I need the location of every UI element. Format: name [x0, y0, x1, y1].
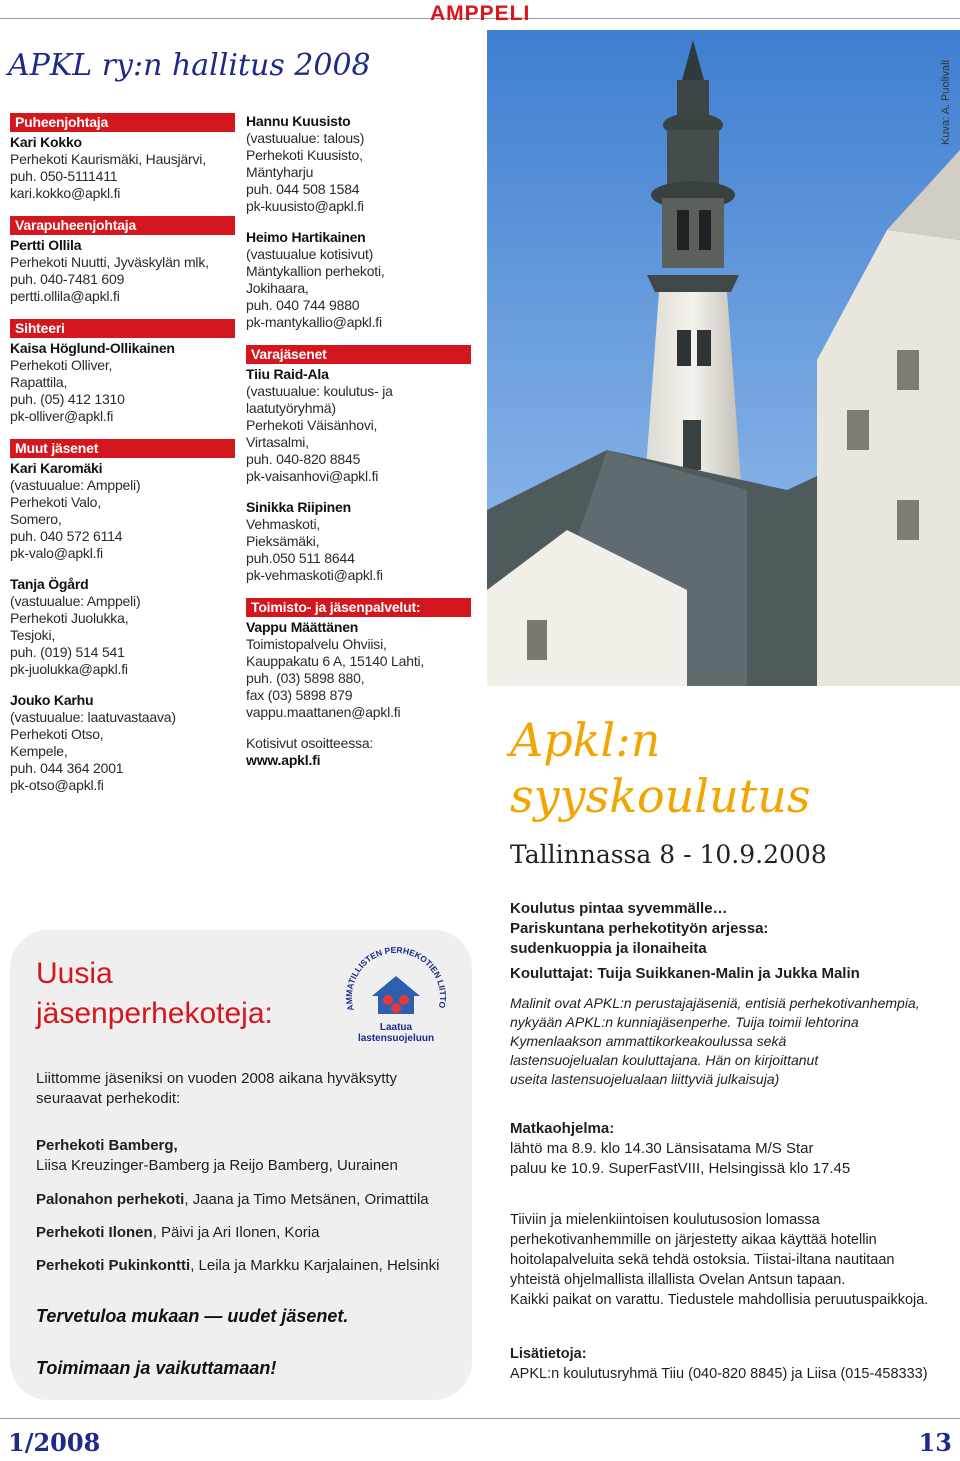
contact-line: Toimistopalvelu Ohviisi,: [246, 636, 387, 652]
member-3-name: Perhekoti Ilonen: [36, 1224, 153, 1241]
member-1: [36, 1136, 466, 1176]
course-title-line-2: syyskoulutus: [510, 769, 811, 823]
contact-line: Perhekoti Olliver,: [10, 357, 113, 373]
member-name: Pertti Ollila: [10, 237, 82, 253]
more-info-text: APKL:n koulutusryhmä Tiiu (040-820 8845) ja Liisa (015-458333): [510, 1366, 928, 1382]
contact-line: pk-vehmaskoti@apkl.fi: [246, 567, 383, 583]
contact-line: (vastuualue: laatuvastaava): [10, 709, 176, 725]
heading-line-1: Uusia: [36, 957, 113, 990]
member-3-detail: , Päivi ja Ari Ilonen, Koria: [152, 1224, 320, 1241]
section-heading: Varapuheenjohtaja: [10, 216, 235, 235]
heading-line-2: jäsenperhekoteja:: [36, 997, 273, 1030]
contact-line: pk-mantykallio@apkl.fi: [246, 314, 382, 330]
member-4-name: Perhekoti Pukinkontti: [36, 1257, 191, 1274]
contact-line: puh. (05) 412 1310: [10, 391, 125, 407]
association-logo: [336, 940, 456, 1050]
member-4-detail: , Leila ja Markku Karjalainen, Helsinki: [190, 1257, 440, 1274]
trainer-bio: [510, 994, 950, 1089]
member-name: Heimo Hartikainen: [246, 229, 366, 245]
bio-line-3: Kymenlaakson ammattikorkeakoulussa sekä: [510, 1033, 787, 1049]
member-2-detail: , Jaana ja Timo Metsänen, Orimattila: [184, 1191, 429, 1208]
course-title-line-1: Apkl:n: [510, 713, 661, 767]
contact-line: puh. 040-7481 609: [10, 271, 125, 287]
spacer: [246, 215, 471, 229]
member-name: Kaisa Höglund-Ollikainen: [10, 340, 175, 356]
contact-line: puh. 044 364 2001: [10, 760, 124, 776]
contact-line: Kauppakatu 6 A, 15140 Lahti,: [246, 653, 425, 669]
course-trainers: Kouluttajat: Tuija Suikkanen-Malin ja Jukka Malin: [510, 965, 860, 982]
bio-line-1: Malinit ovat APKL:n perustajajäseniä, entisiä perhekotivanhempia,: [510, 995, 920, 1011]
member-4: [36, 1256, 466, 1276]
contact-line: vappu.maattanen@apkl.fi: [246, 704, 401, 720]
slogan-text: Toimimaan ja vaikuttamaan!: [36, 1358, 277, 1378]
contact-line: puh. (019) 514 541: [10, 644, 125, 660]
member-name: Kari Karomäki: [10, 460, 103, 476]
photo-credit: Kuva: A. Puolivali: [940, 60, 952, 145]
member-name: Vappu Määttänen: [246, 619, 359, 635]
bio-line-4: lastensuojelualan kouluttajana. Hän on kirjoittanut: [510, 1052, 819, 1068]
logo-tagline-1: Laatua: [379, 1022, 413, 1033]
contact-line: (vastuualue: talous): [246, 130, 365, 146]
contact-line: Perhekoti Juolukka,: [10, 610, 129, 626]
member-name: Jouko Karhu: [10, 692, 94, 708]
section-heading: Toimisto- ja jäsenpalvelut:: [246, 598, 471, 617]
contact-line: Tesjoki,: [10, 627, 56, 643]
brand-logo: AMPPELI: [430, 2, 531, 25]
contact-line: Pieksämäki,: [246, 533, 320, 549]
contact-line: Rapattila,: [10, 374, 68, 390]
contact-line: pk-otso@apkl.fi: [10, 777, 104, 793]
new-members-intro: [36, 1069, 456, 1109]
board-list-left: [10, 113, 235, 794]
member-name: Sinikka Riipinen: [246, 499, 351, 515]
contact-line: pk-valo@apkl.fi: [10, 545, 103, 561]
desc-line-2: perhekotivanhemmille on järjestetty aikaa käyttää hotellin: [510, 1232, 877, 1248]
page-title: APKL ry:n hallitus 2008: [8, 48, 371, 83]
member-1-name: Perhekoti Bamberg,: [36, 1137, 178, 1154]
contact-line: Jokihaara,: [246, 280, 309, 296]
spacer: [10, 562, 235, 576]
desc-line-3: hoitolapalveluita sekä tehdä ostoksia. Tiistai-iltana nautitaan: [510, 1252, 895, 1268]
footer-rule: [0, 1418, 960, 1419]
course-topic-3: sudenkuoppia ja ilonaiheita: [510, 940, 707, 957]
member-2-name: Palonahon perhekoti: [36, 1191, 185, 1208]
contact-line: Perhekoti Kaurismäki, Hausjärvi,: [10, 151, 206, 167]
member-name: Tiiu Raid-Ala: [246, 366, 329, 382]
contact-line: Vehmaskoti,: [246, 516, 321, 532]
contact-line: (vastuualue: koulutus- ja: [246, 383, 393, 399]
spacer: [246, 331, 471, 345]
board-list-middle: [246, 113, 471, 769]
contact-line: Kempele,: [10, 743, 68, 759]
contact-line: Perhekoti Otso,: [10, 726, 104, 742]
intro-line-2: seuraavat perhekodit:: [36, 1090, 181, 1107]
contact-line: (vastuualue kotisivut): [246, 246, 374, 262]
welcome-text: Tervetuloa mukaan — uudet jäsenet.: [36, 1306, 349, 1326]
contact-line: puh. 040 572 6114: [10, 528, 123, 544]
section-heading: Varajäsenet: [246, 345, 471, 364]
logo-tagline-2: lastensuojeluun: [357, 1033, 435, 1044]
spacer: [246, 485, 471, 499]
page-number: 13: [918, 1428, 952, 1457]
contact-line: (vastuualue: Amppeli): [10, 477, 141, 493]
contact-line: Perhekoti Kuusisto,: [246, 147, 363, 163]
contact-line: Perhekoti Nuutti, Jyväskylän mlk,: [10, 254, 209, 270]
contact-line: Perhekoti Väisänhovi,: [246, 417, 378, 433]
course-topic-1: Koulutus pintaa syvemmälle…: [510, 900, 728, 917]
member-name: Hannu Kuusisto: [246, 113, 351, 129]
spacer: [246, 721, 471, 735]
course-description: [510, 1210, 955, 1310]
spacer: [10, 202, 235, 216]
section-heading: Puheenjohtaja: [10, 113, 235, 132]
more-info: [510, 1344, 955, 1384]
contact-line: puh. (03) 5898 880,: [246, 670, 365, 686]
bio-line-5: useita lastensuojelualaan liittyviä julkaisuja): [510, 1071, 780, 1087]
contact-line: pk-vaisanhovi@apkl.fi: [246, 468, 379, 484]
contact-line: puh. 040-820 8845: [246, 451, 361, 467]
contact-line: Somero,: [10, 511, 62, 527]
contact-line: pk-olliver@apkl.fi: [10, 408, 114, 424]
contact-line: Kotisivut osoitteessa:: [246, 735, 374, 751]
contact-line: puh. 050-5111411: [10, 168, 118, 184]
spacer: [246, 584, 471, 598]
contact-line: puh.050 511 8644: [246, 550, 355, 566]
intro-line-1: Liittomme jäseniksi on vuoden 2008 aikana hyväksytty: [36, 1070, 398, 1087]
logo-arc-text: AMMATILLISTEN PERHEKOTIEN LIITTO: [343, 944, 449, 1012]
contact-line: pertti.ollila@apkl.fi: [10, 288, 120, 304]
course-title: [510, 712, 810, 824]
contact-line: pk-kuusisto@apkl.fi: [246, 198, 364, 214]
bio-line-2: nykyään APKL:n kunniajäsenperhe. Tuija toimii lehtorina: [510, 1014, 859, 1030]
contact-line: pk-juolukka@apkl.fi: [10, 661, 128, 677]
desc-line-5: Kaikki paikat on varattu. Tiedustele mahdollisia peruutuspaikkoja.: [510, 1292, 929, 1308]
course-topic-2: Pariskuntana perhekotityön arjessa:: [510, 920, 769, 937]
member-2: [36, 1190, 466, 1210]
member-3: [36, 1223, 466, 1243]
contact-line: Mäntyharju: [246, 164, 314, 180]
course-subtitle: Tallinnassa 8 - 10.9.2008: [510, 840, 827, 869]
contact-line: laatutyöryhmä): [246, 400, 336, 416]
itinerary-line-2: paluu ke 10.9. SuperFastVIII, Helsingissä klo 17.45: [510, 1160, 851, 1177]
contact-line: Virtasalmi,: [246, 434, 309, 450]
contact-line: puh. 040 744 9880: [246, 297, 360, 313]
issue-number: 1/2008: [8, 1428, 101, 1457]
more-info-heading: Lisätietoja:: [510, 1346, 587, 1362]
itinerary-line-1: lähtö ma 8.9. klo 14.30 Länsisatama M/S Star: [510, 1140, 814, 1157]
contact-line: kari.kokko@apkl.fi: [10, 185, 121, 201]
contact-line: Perhekoti Valo,: [10, 494, 101, 510]
contact-line: (vastuualue: Amppeli): [10, 593, 141, 609]
itinerary: [510, 1119, 950, 1179]
itinerary-heading: Matkaohjelma:: [510, 1120, 615, 1137]
new-members-heading: [36, 954, 273, 1034]
desc-line-1: Tiiviin ja mielenkiintoisen koulutusosion lomassa: [510, 1212, 820, 1228]
house-icon: [372, 976, 420, 1014]
member-name: www.apkl.fi: [246, 752, 321, 768]
spacer: [10, 678, 235, 692]
course-topic: [510, 899, 950, 984]
member-name: Tanja Ögård: [10, 576, 89, 592]
contact-line: Mäntykallion perhekoti,: [246, 263, 385, 279]
contact-line: fax (03) 5898 879: [246, 687, 353, 703]
member-1-detail: Liisa Kreuzinger-Bamberg ja Reijo Bamberg, Uurainen: [36, 1157, 398, 1174]
member-name: Kari Kokko: [10, 134, 82, 150]
contact-line: puh. 044 508 1584: [246, 181, 360, 197]
spacer: [10, 425, 235, 439]
spacer: [10, 305, 235, 319]
desc-line-4: yhteistä ohjelmallista illallista Ovelan Antsun tapaan.: [510, 1272, 846, 1288]
section-heading: Muut jäsenet: [10, 439, 235, 458]
section-heading: Sihteeri: [10, 319, 235, 338]
tower-photo: [487, 30, 960, 686]
